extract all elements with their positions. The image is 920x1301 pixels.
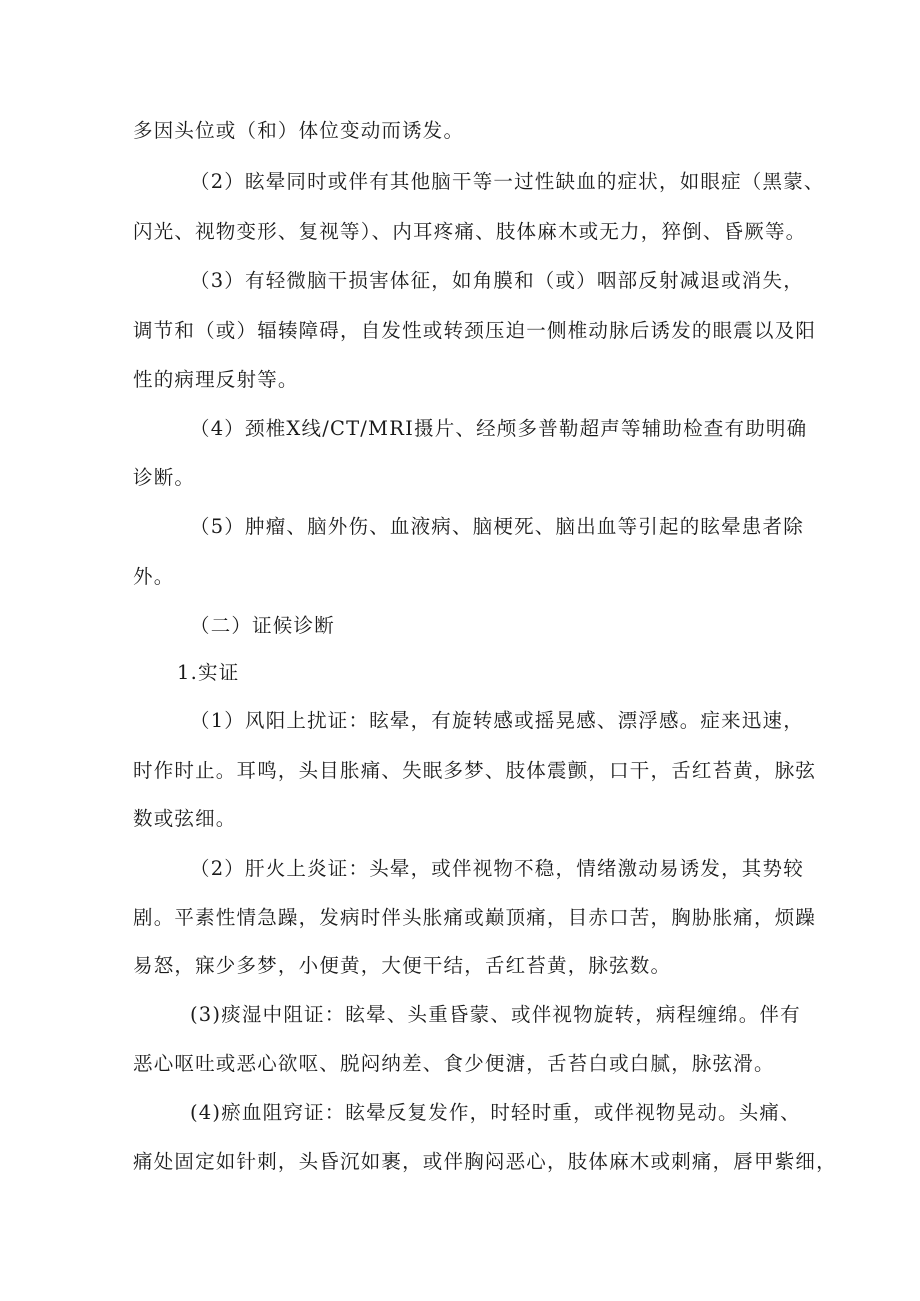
text-line: (4)瘀血阻窍证：眩晕反复发作，时轻时重，或伴视物晃动。头痛、 bbox=[190, 1101, 801, 1124]
section-heading: （二）证候诊断 bbox=[190, 614, 335, 637]
text-line: 多因头位或（和）体位变动而诱发。 bbox=[133, 119, 465, 142]
text-line: 外。 bbox=[133, 565, 175, 588]
text-line: 剧。平素性情急躁，发病时伴头胀痛或巅顶痛，目赤口苦，胸胁胀痛，烦躁 bbox=[133, 906, 817, 929]
text-line: （4）颈椎X线/CT/MRI摄片、经颅多普勒超声等辅助检查有助明确 bbox=[190, 417, 808, 440]
text-line: (3)痰湿中阻证：眩晕、头重昏蒙、或伴视物旋转，病程缠绵。伴有 bbox=[190, 1003, 801, 1026]
text-line: 闪光、视物变形、复视等）、内耳疼痛、肢体麻木或无力，猝倒、昏厥等。 bbox=[133, 220, 807, 243]
text-line: 诊断。 bbox=[133, 466, 196, 489]
text-line: 性的病理反射等。 bbox=[133, 368, 299, 391]
text-line: 易怒，寐少多梦，小便黄，大便干结，舌红苔黄，脉弦数。 bbox=[133, 954, 672, 977]
text-line: 时作时止。耳鸣，头目胀痛、失眠多梦、肢体震颤，口干，舌红苔黄，脉弦 bbox=[133, 759, 817, 782]
text-line: （5）肿瘤、脑外伤、血液病、脑梗死、脑出血等引起的眩晕患者除 bbox=[190, 515, 804, 538]
text-line: 恶心呕吐或恶心欲呕、脱闷纳差、食少便溏，舌苔白或白腻，脉弦滑。 bbox=[133, 1052, 775, 1075]
text-line: （2）眩晕同时或伴有其他脑干等一过性缺血的症状，如眼症（黑蒙、 bbox=[190, 170, 825, 193]
text-line: （3）有轻微脑干损害体征，如角膜和（或）咽部反射减退或消失， bbox=[190, 269, 804, 292]
text-line: 调节和（或）辐辏障碍，自发性或转颈压迫一侧椎动脉后诱发的眼震以及阳 bbox=[133, 319, 817, 342]
text-line: 数或弦细。 bbox=[133, 807, 237, 830]
text-line: （1）风阳上扰证：眩晕，有旋转感或摇晃感、漂浮感。症来迅速， bbox=[190, 709, 804, 732]
subsection-heading: 1.实证 bbox=[177, 661, 240, 684]
text-line: （2）肝火上炎证：头晕，或伴视物不稳，情绪激动易诱发，其势较 bbox=[190, 857, 804, 880]
text-line: 痛处固定如针刺，头昏沉如裹，或伴胸闷恶心，肢体麻木或刺痛，唇甲紫细， bbox=[133, 1150, 837, 1173]
